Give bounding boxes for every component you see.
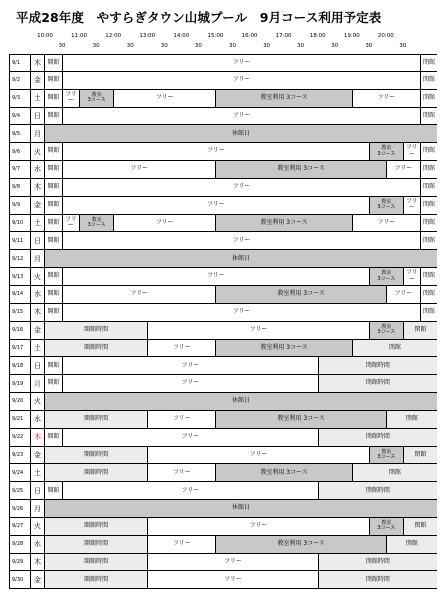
weekday-cell: 木	[30, 554, 45, 571]
slot-free: フリー	[62, 90, 79, 107]
slot-closing: 閉館	[420, 108, 437, 125]
time-slots	[45, 143, 437, 160]
half-hour-tick: 30	[160, 43, 168, 49]
slot-free: フリー	[62, 286, 215, 303]
weekday-cell: 金	[30, 571, 45, 588]
date-cell: 9/20	[9, 393, 30, 410]
weekday-cell: 月	[30, 375, 45, 392]
time-slots	[45, 215, 437, 232]
date-cell: 9/10	[9, 215, 30, 232]
slot-opening: 開館時間	[45, 464, 147, 481]
slot-opening: 開館	[45, 286, 62, 303]
slot-closing: 閉館	[386, 536, 437, 553]
slot-free: フリー	[62, 215, 79, 232]
slot-class: 教室 3コース	[369, 268, 403, 285]
date-cell: 9/26	[9, 500, 30, 517]
weekday-cell: 火	[30, 518, 45, 535]
slot-free: フリー	[147, 322, 369, 339]
slot-closing: 閉館時間	[318, 554, 437, 571]
slot-holiday: 休館日	[45, 393, 437, 410]
slot-free: フリー	[62, 375, 318, 392]
weekday-cell: 金	[30, 72, 45, 89]
weekday-cell: 火	[30, 393, 45, 410]
slot-free: フリー	[386, 286, 420, 303]
slot-free: フリー	[62, 429, 318, 446]
date-cell: 9/3	[9, 90, 30, 107]
slot-closing: 閉館	[420, 232, 437, 249]
slot-class: 教室 3コース	[79, 215, 113, 232]
date-cell: 9/29	[9, 554, 30, 571]
slot-closing: 閉館	[420, 268, 437, 285]
time-slots	[45, 179, 437, 196]
weekday-cell: 月	[30, 500, 45, 517]
hour-tick: 19:00	[343, 33, 360, 39]
date-cell: 9/11	[9, 232, 30, 249]
date-cell: 9/18	[9, 357, 30, 374]
slot-closing: 閉館	[403, 322, 437, 339]
weekday-cell: 水	[30, 536, 45, 553]
time-slots	[45, 286, 437, 303]
time-slots	[45, 161, 437, 178]
slot-class: 教室利用 3コース	[215, 536, 385, 553]
weekday-cell: 金	[30, 197, 45, 214]
time-slots	[45, 429, 437, 446]
schedule-row	[9, 215, 437, 233]
slot-opening: 開館	[45, 429, 62, 446]
time-slots	[45, 125, 437, 142]
slot-class: 教室利用 3コース	[215, 215, 351, 232]
slot-closing: 閉館	[420, 179, 437, 196]
date-cell: 9/19	[9, 375, 30, 392]
weekday-cell: 木	[30, 429, 45, 446]
slot-closing: 閉館	[420, 161, 437, 178]
slot-closing: 閉館	[386, 411, 437, 428]
slot-opening: 開館	[45, 375, 62, 392]
time-slots	[45, 357, 437, 374]
schedule-row	[9, 54, 437, 72]
slot-class: 教室利用 3コース	[215, 286, 385, 303]
date-cell: 9/2	[9, 72, 30, 89]
slot-free: フリー	[147, 464, 215, 481]
schedule-row	[9, 411, 437, 429]
slot-closing: 閉館	[420, 90, 437, 107]
hour-tick: 11:00	[71, 33, 88, 39]
slot-closing: 閉館時間	[318, 429, 437, 446]
schedule-row	[9, 518, 437, 536]
half-hour-tick: 30	[58, 43, 66, 49]
slot-class: 教室利用 3コース	[215, 161, 385, 178]
slot-free: フリー	[147, 518, 369, 535]
schedule-row	[9, 143, 437, 161]
slot-free: フリー	[62, 357, 318, 374]
time-slots	[45, 500, 437, 517]
date-cell: 9/14	[9, 286, 30, 303]
hour-tick: 18:00	[309, 33, 326, 39]
hour-tick: 16:00	[241, 33, 258, 39]
time-slots	[45, 250, 437, 267]
slot-opening: 開館	[45, 143, 62, 160]
slot-opening: 開館	[45, 90, 62, 107]
hour-tick: 15:00	[207, 33, 224, 39]
slot-closing: 閉館	[352, 464, 437, 481]
slot-holiday: 休館日	[45, 500, 437, 517]
hour-tick: 10:00	[37, 33, 53, 39]
half-hour-tick: 30	[194, 43, 202, 49]
time-slots	[45, 90, 437, 107]
slot-free: フリー	[62, 304, 420, 321]
slot-free: フリー	[113, 215, 215, 232]
slot-class: 教室利用 3コース	[215, 90, 351, 107]
weekday-cell: 水	[30, 161, 45, 178]
weekday-cell: 木	[30, 304, 45, 321]
half-hour-tick: 30	[331, 43, 339, 49]
weekday-cell: 日	[30, 482, 45, 499]
date-cell: 9/13	[9, 268, 30, 285]
time-slots	[45, 518, 437, 535]
slot-free: フリー	[403, 197, 420, 214]
slot-free: フリー	[62, 72, 420, 89]
date-cell: 9/4	[9, 108, 30, 125]
date-cell: 9/25	[9, 482, 30, 499]
date-cell: 9/15	[9, 304, 30, 321]
slot-free: フリー	[62, 143, 369, 160]
half-hour-tick: 30	[126, 43, 134, 49]
schedule-row	[9, 464, 437, 482]
schedule-row	[9, 125, 437, 143]
slot-closing: 閉館時間	[318, 571, 437, 588]
weekday-cell: 金	[30, 322, 45, 339]
slot-opening: 開館	[45, 357, 62, 374]
slot-free: フリー	[62, 197, 369, 214]
slot-class: 教室 3コース	[369, 447, 403, 464]
date-cell: 9/23	[9, 447, 30, 464]
weekday-cell: 月	[30, 125, 45, 142]
slot-closing: 閉館	[352, 340, 437, 357]
slot-free: フリー	[352, 215, 420, 232]
half-hour-tick: 30	[297, 43, 305, 49]
schedule-row	[9, 429, 437, 447]
slot-opening: 開館時間	[45, 447, 147, 464]
schedule-row	[9, 232, 437, 250]
schedule-row	[9, 536, 437, 554]
slot-free: フリー	[147, 554, 317, 571]
time-slots	[45, 322, 437, 339]
slot-opening: 開館時間	[45, 518, 147, 535]
slot-holiday: 休館日	[45, 250, 437, 267]
schedule-row	[9, 250, 437, 268]
slot-opening: 開館	[45, 197, 62, 214]
weekday-cell: 土	[30, 215, 45, 232]
slot-closing: 閉館時間	[318, 375, 437, 392]
slot-class: 教室 3コース	[369, 518, 403, 535]
slot-opening: 開館	[45, 268, 62, 285]
slot-opening: 開館	[45, 72, 62, 89]
weekday-cell: 火	[30, 143, 45, 160]
half-hour-tick: 30	[92, 43, 100, 49]
schedule-row	[9, 571, 437, 589]
slot-closing: 閉館	[420, 286, 437, 303]
slot-class: 教室 3コース	[369, 143, 403, 160]
weekday-cell: 金	[30, 447, 45, 464]
schedule-row	[9, 90, 437, 108]
slot-free: フリー	[352, 90, 420, 107]
slot-free: フリー	[62, 161, 215, 178]
weekday-cell: 日	[30, 232, 45, 249]
date-cell: 9/12	[9, 250, 30, 267]
page-title: 平成28年度 やすらぎタウン山城プール 9月コース利用予定表	[16, 10, 382, 25]
slot-opening: 開館時間	[45, 322, 147, 339]
schedule-row	[9, 108, 437, 126]
time-slots	[45, 304, 437, 321]
time-slots	[45, 268, 437, 285]
date-cell: 9/22	[9, 429, 30, 446]
date-cell: 9/8	[9, 179, 30, 196]
slot-closing: 閉館	[420, 55, 437, 71]
schedule-row	[9, 304, 437, 322]
hour-tick: 17:00	[275, 33, 292, 39]
schedule-row	[9, 72, 437, 90]
hour-tick: 20:00	[377, 33, 394, 39]
slot-free: フリー	[62, 268, 369, 285]
date-cell: 9/21	[9, 411, 30, 428]
slot-opening: 開館時間	[45, 340, 147, 357]
weekday-cell: 月	[30, 250, 45, 267]
time-slots	[45, 108, 437, 125]
time-slots	[45, 375, 437, 392]
weekday-cell: 木	[30, 179, 45, 196]
schedule-row	[9, 340, 437, 358]
slot-opening: 開館	[45, 55, 62, 71]
slot-closing: 閉館時間	[318, 482, 437, 499]
slot-class: 教室利用 3コース	[215, 340, 351, 357]
weekday-cell: 木	[30, 55, 45, 71]
slot-free: フリー	[62, 179, 420, 196]
slot-free: フリー	[147, 447, 369, 464]
time-slots	[45, 72, 437, 89]
hour-tick: 14:00	[173, 33, 190, 39]
slot-free: フリー	[113, 90, 215, 107]
slot-opening: 開館時間	[45, 536, 147, 553]
time-slots	[45, 464, 437, 481]
slot-closing: 閉館	[403, 518, 437, 535]
slot-opening: 開館	[45, 108, 62, 125]
slot-free: フリー	[147, 411, 215, 428]
date-cell: 9/6	[9, 143, 30, 160]
date-cell: 9/7	[9, 161, 30, 178]
slot-closing: 閉館	[420, 304, 437, 321]
time-slots	[45, 411, 437, 428]
slot-opening: 開館時間	[45, 571, 147, 588]
slot-opening: 開館	[45, 161, 62, 178]
weekday-cell: 日	[30, 357, 45, 374]
hour-tick: 13:00	[139, 33, 156, 39]
date-cell: 9/5	[9, 125, 30, 142]
date-cell: 9/9	[9, 197, 30, 214]
slot-class: 教室利用 3コース	[215, 464, 351, 481]
time-slots	[45, 393, 437, 410]
schedule-row	[9, 197, 437, 215]
schedule-row	[9, 500, 437, 518]
time-slots	[45, 482, 437, 499]
schedule-row	[9, 286, 437, 304]
time-slots	[45, 536, 437, 553]
time-slots	[45, 197, 437, 214]
slot-free: フリー	[62, 482, 318, 499]
slot-free: フリー	[62, 232, 420, 249]
time-slots	[45, 55, 437, 71]
slot-opening: 開館時間	[45, 411, 147, 428]
schedule-row	[9, 375, 437, 393]
weekday-cell: 土	[30, 464, 45, 481]
slot-class: 教室 3コース	[369, 197, 403, 214]
date-cell: 9/28	[9, 536, 30, 553]
slot-free: フリー	[403, 143, 420, 160]
slot-closing: 閉館時間	[318, 357, 437, 374]
schedule-row	[9, 357, 437, 375]
time-slots	[45, 571, 437, 588]
time-slots	[45, 554, 437, 571]
weekday-cell: 水	[30, 411, 45, 428]
weekday-cell: 火	[30, 268, 45, 285]
slot-free: フリー	[403, 268, 420, 285]
schedule-row	[9, 161, 437, 179]
slot-opening: 開館時間	[45, 554, 147, 571]
slot-free: フリー	[62, 108, 420, 125]
date-cell: 9/30	[9, 571, 30, 588]
half-hour-tick: 30	[263, 43, 271, 49]
schedule-row	[9, 268, 437, 286]
half-hour-tick: 30	[365, 43, 373, 49]
slot-class: 教室 3コース	[79, 90, 113, 107]
time-slots	[45, 447, 437, 464]
slot-free: フリー	[147, 536, 215, 553]
slot-closing: 閉館	[420, 197, 437, 214]
time-slots	[45, 340, 437, 357]
hour-tick: 12:00	[105, 33, 122, 39]
schedule-row	[9, 447, 437, 465]
schedule-row	[9, 554, 437, 572]
date-cell: 9/16	[9, 322, 30, 339]
slot-opening: 開館	[45, 304, 62, 321]
schedule-row	[9, 322, 437, 340]
slot-closing: 閉館	[420, 215, 437, 232]
slot-opening: 開館	[45, 215, 62, 232]
slot-free: フリー	[386, 161, 420, 178]
weekday-cell: 土	[30, 340, 45, 357]
slot-opening: 開館	[45, 232, 62, 249]
schedule-row	[9, 179, 437, 197]
half-hour-tick: 30	[399, 43, 407, 49]
schedule-row	[9, 393, 437, 411]
slot-free: フリー	[147, 340, 215, 357]
slot-holiday: 休館日	[45, 125, 437, 142]
weekday-cell: 土	[30, 90, 45, 107]
half-hour-tick: 30	[228, 43, 236, 49]
date-cell: 9/27	[9, 518, 30, 535]
slot-closing: 閉館	[403, 447, 437, 464]
slot-closing: 閉館	[420, 72, 437, 89]
time-slots	[45, 232, 437, 249]
slot-free: フリー	[147, 571, 317, 588]
slot-opening: 開館	[45, 179, 62, 196]
slot-class: 教室利用 3コース	[215, 411, 385, 428]
date-cell: 9/24	[9, 464, 30, 481]
slot-opening: 開館	[45, 482, 62, 499]
weekday-cell: 日	[30, 108, 45, 125]
schedule-table	[9, 54, 437, 589]
date-cell: 9/1	[9, 55, 30, 71]
schedule-row	[9, 482, 437, 500]
slot-closing: 閉館	[420, 143, 437, 160]
weekday-cell: 水	[30, 286, 45, 303]
slot-free: フリー	[62, 55, 420, 71]
date-cell: 9/17	[9, 340, 30, 357]
slot-class: 教室 3コース	[369, 322, 403, 339]
